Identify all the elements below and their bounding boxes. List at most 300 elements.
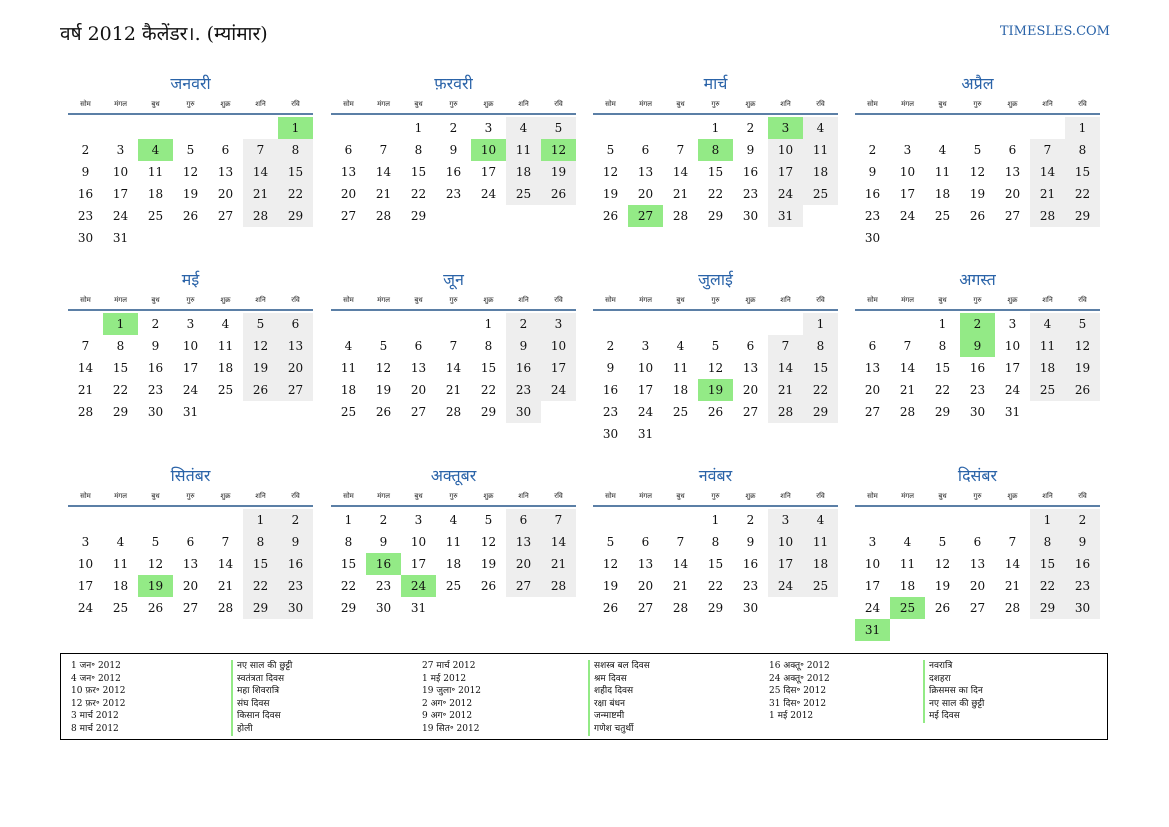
weekday-label: मंगल bbox=[639, 100, 652, 108]
day-cell: 28 bbox=[672, 601, 689, 615]
empty-cell bbox=[436, 313, 471, 335]
holiday-date: 19 सित॰ 2012 bbox=[422, 723, 480, 734]
day-cell: 25 bbox=[1030, 379, 1065, 401]
day-grid bbox=[855, 117, 1100, 249]
day-cell: 23 bbox=[147, 383, 164, 397]
weekday-label: सोम bbox=[867, 100, 878, 108]
day-cell: 26 bbox=[602, 601, 619, 615]
weekday-label: मंगल bbox=[114, 296, 127, 304]
empty-cell bbox=[68, 509, 103, 531]
day-grid bbox=[68, 509, 313, 619]
day-cell: 15 bbox=[1030, 553, 1065, 575]
weekday-label: मंगल bbox=[377, 100, 390, 108]
day-cell: 6 bbox=[1008, 143, 1017, 157]
weekday-label: शुक्र bbox=[483, 492, 494, 500]
month-4 bbox=[855, 70, 1100, 249]
weekday-label: मंगल bbox=[901, 100, 914, 108]
month-8 bbox=[855, 266, 1100, 423]
day-cell: 30 bbox=[278, 597, 313, 619]
holiday-dates-col3 bbox=[769, 660, 830, 723]
day-cell: 15 bbox=[410, 165, 427, 179]
day-cell: 29 bbox=[1030, 597, 1065, 619]
weekday-header bbox=[593, 294, 838, 309]
day-cell: 25 bbox=[672, 405, 689, 419]
day-cell: 29 bbox=[340, 601, 357, 615]
day-cell: 4 bbox=[803, 117, 838, 139]
empty-cell bbox=[208, 509, 243, 531]
month-2 bbox=[331, 70, 576, 227]
weekday-label: शनि bbox=[780, 492, 791, 500]
holiday-day: 27 bbox=[628, 205, 663, 227]
day-cell: 15 bbox=[803, 357, 838, 379]
empty-cell bbox=[995, 509, 1030, 531]
day-cell: 5 bbox=[379, 339, 388, 353]
day-cell: 23 bbox=[506, 379, 541, 401]
page-title: वर्ष 2012 कैलेंडर।. (म्यांमार) bbox=[60, 23, 268, 45]
weekday-header bbox=[68, 98, 313, 113]
weekday-label: मंगल bbox=[901, 492, 914, 500]
day-cell: 19 bbox=[602, 187, 619, 201]
day-cell: 2 bbox=[81, 143, 90, 157]
day-cell: 14 bbox=[77, 361, 94, 375]
weekday-label: सोम bbox=[80, 492, 91, 500]
holiday-date: 4 जन॰ 2012 bbox=[71, 673, 121, 684]
day-cell: 24 bbox=[864, 601, 881, 615]
day-cell: 25 bbox=[217, 383, 234, 397]
day-cell: 1 bbox=[414, 121, 423, 135]
day-cell: 26 bbox=[602, 209, 619, 223]
day-cell: 21 bbox=[541, 553, 576, 575]
weekday-label: गुरु bbox=[973, 492, 982, 500]
day-cell: 23 bbox=[602, 405, 619, 419]
holiday-day: 25 bbox=[890, 597, 925, 619]
day-cell: 31 bbox=[1004, 405, 1021, 419]
weekday-label: बुध bbox=[676, 296, 685, 304]
day-cell: 11 bbox=[340, 361, 357, 375]
day-cell: 3 bbox=[414, 513, 423, 527]
header-rule bbox=[68, 505, 313, 507]
holiday-name: दशहरा bbox=[929, 673, 951, 684]
day-cell: 10 bbox=[77, 557, 94, 571]
day-cell: 12 bbox=[480, 535, 497, 549]
day-cell: 22 bbox=[707, 187, 724, 201]
empty-cell bbox=[855, 117, 890, 139]
day-cell: 22 bbox=[1065, 183, 1100, 205]
weekday-label: मंगल bbox=[114, 492, 127, 500]
day-cell: 23 bbox=[742, 579, 759, 593]
day-cell: 7 bbox=[379, 143, 388, 157]
empty-cell bbox=[733, 313, 768, 335]
day-cell: 21 bbox=[217, 579, 234, 593]
day-cell: 9 bbox=[449, 143, 458, 157]
weekday-label: बुध bbox=[938, 100, 947, 108]
day-cell: 25 bbox=[803, 183, 838, 205]
weekday-label: शुक्र bbox=[483, 100, 494, 108]
day-grid bbox=[593, 509, 838, 619]
empty-cell bbox=[890, 509, 925, 531]
day-cell: 3 bbox=[641, 339, 650, 353]
day-cell: 25 bbox=[340, 405, 357, 419]
day-cell: 18 bbox=[217, 361, 234, 375]
day-cell: 5 bbox=[541, 117, 576, 139]
day-cell: 25 bbox=[147, 209, 164, 223]
day-cell: 14 bbox=[375, 165, 392, 179]
day-cell: 30 bbox=[742, 209, 759, 223]
holiday-name: सशस्त्र बल दिवस bbox=[594, 661, 650, 671]
day-cell: 17 bbox=[77, 579, 94, 593]
day-cell: 9 bbox=[746, 143, 755, 157]
day-cell: 8 bbox=[484, 339, 493, 353]
day-cell: 23 bbox=[864, 209, 881, 223]
day-cell: 31 bbox=[637, 427, 654, 441]
empty-cell bbox=[663, 509, 698, 531]
weekday-label: रवि bbox=[816, 100, 825, 108]
day-cell: 16 bbox=[1065, 553, 1100, 575]
day-cell: 9 bbox=[606, 361, 615, 375]
day-cell: 14 bbox=[445, 361, 462, 375]
holiday-dates-col2 bbox=[422, 660, 481, 736]
empty-cell bbox=[855, 313, 890, 335]
day-cell: 9 bbox=[746, 535, 755, 549]
day-cell: 23 bbox=[742, 187, 759, 201]
day-cell: 3 bbox=[186, 317, 195, 331]
empty-cell bbox=[68, 117, 103, 139]
day-cell: 16 bbox=[742, 165, 759, 179]
holiday-date: 1 जन॰ 2012 bbox=[71, 661, 121, 671]
weekday-label: सोम bbox=[867, 492, 878, 500]
weekday-label: गुरु bbox=[449, 492, 458, 500]
weekday-label: शुक्र bbox=[220, 296, 231, 304]
day-cell: 25 bbox=[506, 183, 541, 205]
weekday-label: बुध bbox=[676, 100, 685, 108]
day-cell: 13 bbox=[637, 165, 654, 179]
weekday-header bbox=[68, 490, 313, 505]
day-cell: 7 bbox=[243, 139, 278, 161]
day-cell: 29 bbox=[480, 405, 497, 419]
weekday-label: शुक्र bbox=[1007, 296, 1018, 304]
day-cell: 31 bbox=[410, 601, 427, 615]
day-cell: 5 bbox=[606, 143, 615, 157]
weekday-label: शनि bbox=[1042, 100, 1053, 108]
holiday-name: नए साल की छुट्टी bbox=[237, 661, 293, 671]
day-cell: 13 bbox=[278, 335, 313, 357]
month-12 bbox=[855, 462, 1100, 641]
day-cell: 17 bbox=[768, 553, 803, 575]
day-cell: 11 bbox=[672, 361, 689, 375]
day-cell: 16 bbox=[147, 361, 164, 375]
holiday-day: 16 bbox=[366, 553, 401, 575]
day-cell: 21 bbox=[375, 187, 392, 201]
day-cell: 26 bbox=[375, 405, 392, 419]
day-cell: 2 bbox=[746, 513, 755, 527]
holiday-date: 27 मार्च 2012 bbox=[422, 661, 476, 671]
site-link[interactable]: TIMESLES.COM bbox=[999, 24, 1110, 39]
day-cell: 27 bbox=[340, 209, 357, 223]
day-cell: 8 bbox=[116, 339, 125, 353]
holiday-date: 12 फ़र॰ 2012 bbox=[71, 698, 126, 709]
day-cell: 16 bbox=[742, 557, 759, 571]
day-cell: 23 bbox=[969, 383, 986, 397]
day-cell: 17 bbox=[410, 557, 427, 571]
holiday-day: 31 bbox=[855, 619, 890, 641]
weekday-label: रवि bbox=[1078, 100, 1087, 108]
day-cell: 19 bbox=[375, 383, 392, 397]
holiday-name: जन्माष्टमी bbox=[594, 711, 625, 722]
day-cell: 12 bbox=[934, 557, 951, 571]
day-cell: 1 bbox=[711, 121, 720, 135]
day-cell: 22 bbox=[278, 183, 313, 205]
holiday-day: 19 bbox=[698, 379, 733, 401]
day-cell: 15 bbox=[707, 165, 724, 179]
day-cell: 24 bbox=[77, 601, 94, 615]
weekday-header bbox=[331, 98, 576, 113]
day-cell: 29 bbox=[243, 597, 278, 619]
empty-cell bbox=[925, 117, 960, 139]
day-cell: 13 bbox=[637, 557, 654, 571]
day-cell: 27 bbox=[969, 601, 986, 615]
holiday-date: 31 दिस॰ 2012 bbox=[769, 698, 827, 709]
weekday-label: बुध bbox=[151, 492, 160, 500]
weekday-label: बुध bbox=[151, 296, 160, 304]
weekday-header bbox=[68, 294, 313, 309]
month-name: अक्तूबर bbox=[430, 466, 477, 485]
empty-cell bbox=[138, 509, 173, 531]
day-cell: 23 bbox=[445, 187, 462, 201]
weekday-label: शुक्र bbox=[1007, 100, 1018, 108]
day-cell: 17 bbox=[182, 361, 199, 375]
day-cell: 10 bbox=[768, 531, 803, 553]
header-rule bbox=[68, 309, 313, 311]
day-cell: 21 bbox=[1030, 183, 1065, 205]
empty-cell bbox=[960, 509, 995, 531]
day-cell: 4 bbox=[506, 117, 541, 139]
day-cell: 2 bbox=[151, 317, 160, 331]
holiday-day: 2 bbox=[960, 313, 995, 335]
holiday-name: नए साल की छुट्टी bbox=[929, 698, 985, 709]
day-cell: 1 bbox=[484, 317, 493, 331]
day-cell: 17 bbox=[480, 165, 497, 179]
day-cell: 3 bbox=[868, 535, 877, 549]
day-cell: 1 bbox=[1065, 117, 1100, 139]
day-cell: 21 bbox=[899, 383, 916, 397]
day-cell: 4 bbox=[449, 513, 458, 527]
holiday-name: संघ दिवस bbox=[237, 698, 270, 709]
day-cell: 11 bbox=[934, 165, 951, 179]
day-cell: 19 bbox=[182, 187, 199, 201]
day-cell: 17 bbox=[1004, 361, 1021, 375]
day-cell: 2 bbox=[449, 121, 458, 135]
holiday-day: 10 bbox=[471, 139, 506, 161]
day-cell: 18 bbox=[1030, 357, 1065, 379]
weekday-header bbox=[331, 294, 576, 309]
day-cell: 20 bbox=[278, 357, 313, 379]
weekday-label: रवि bbox=[1078, 492, 1087, 500]
weekday-label: रवि bbox=[554, 296, 563, 304]
day-cell: 1 bbox=[243, 509, 278, 531]
header-rule bbox=[855, 113, 1100, 115]
month-name: नवंबर bbox=[698, 466, 733, 485]
day-cell: 27 bbox=[182, 601, 199, 615]
day-cell: 26 bbox=[934, 601, 951, 615]
weekday-label: शुक्र bbox=[220, 100, 231, 108]
header-rule bbox=[593, 505, 838, 507]
day-cell: 20 bbox=[637, 579, 654, 593]
day-cell: 18 bbox=[803, 161, 838, 183]
holiday-day: 9 bbox=[960, 335, 995, 357]
weekday-label: शुक्र bbox=[1007, 492, 1018, 500]
empty-cell bbox=[366, 117, 401, 139]
day-cell: 5 bbox=[973, 143, 982, 157]
day-cell: 13 bbox=[742, 361, 759, 375]
weekday-header bbox=[593, 490, 838, 505]
day-cell: 18 bbox=[112, 579, 129, 593]
day-cell: 7 bbox=[1008, 535, 1017, 549]
weekday-label: बुध bbox=[414, 296, 423, 304]
weekday-label: मंगल bbox=[377, 492, 390, 500]
day-cell: 13 bbox=[506, 531, 541, 553]
day-cell: 16 bbox=[969, 361, 986, 375]
weekday-label: गुरु bbox=[711, 296, 720, 304]
day-grid bbox=[855, 313, 1100, 423]
day-cell: 31 bbox=[768, 205, 803, 227]
day-cell: 15 bbox=[278, 161, 313, 183]
day-cell: 5 bbox=[484, 513, 493, 527]
day-cell: 6 bbox=[186, 535, 195, 549]
header-rule bbox=[331, 113, 576, 115]
weekday-label: गुरु bbox=[711, 492, 720, 500]
weekday-label: शनि bbox=[1042, 492, 1053, 500]
day-cell: 9 bbox=[151, 339, 160, 353]
day-cell: 15 bbox=[480, 361, 497, 375]
empty-cell bbox=[698, 313, 733, 335]
weekday-label: बुध bbox=[676, 492, 685, 500]
day-cell: 29 bbox=[1065, 205, 1100, 227]
day-cell: 10 bbox=[410, 535, 427, 549]
day-cell: 30 bbox=[742, 601, 759, 615]
day-cell: 26 bbox=[243, 379, 278, 401]
holiday-name: महा शिवरात्रि bbox=[237, 686, 280, 697]
day-cell: 13 bbox=[969, 557, 986, 571]
day-cell: 8 bbox=[1030, 531, 1065, 553]
day-cell: 15 bbox=[1065, 161, 1100, 183]
holiday-name: रक्षा बंधन bbox=[594, 698, 625, 709]
day-cell: 8 bbox=[278, 139, 313, 161]
day-cell: 24 bbox=[182, 383, 199, 397]
header-rule bbox=[593, 309, 838, 311]
day-cell: 3 bbox=[541, 313, 576, 335]
empty-cell bbox=[401, 313, 436, 335]
day-cell: 24 bbox=[899, 209, 916, 223]
holiday-day: 1 bbox=[103, 313, 138, 335]
weekday-label: रवि bbox=[291, 492, 300, 500]
day-cell: 20 bbox=[182, 579, 199, 593]
day-cell: 24 bbox=[637, 405, 654, 419]
day-cell: 25 bbox=[112, 601, 129, 615]
empty-cell bbox=[628, 509, 663, 531]
month-name: दिसंबर bbox=[957, 466, 998, 485]
day-cell: 11 bbox=[899, 557, 916, 571]
day-cell: 18 bbox=[899, 579, 916, 593]
weekday-label: गुरु bbox=[449, 100, 458, 108]
header-rule bbox=[855, 309, 1100, 311]
day-cell: 2 bbox=[606, 339, 615, 353]
day-cell: 26 bbox=[541, 183, 576, 205]
day-cell: 28 bbox=[375, 209, 392, 223]
day-cell: 14 bbox=[899, 361, 916, 375]
holiday-date: 2 अग॰ 2012 bbox=[422, 698, 473, 709]
day-cell: 25 bbox=[803, 575, 838, 597]
weekday-label: शनि bbox=[780, 100, 791, 108]
day-cell: 1 bbox=[938, 317, 947, 331]
empty-cell bbox=[890, 117, 925, 139]
day-cell: 13 bbox=[182, 557, 199, 571]
holiday-day: 1 bbox=[278, 117, 313, 139]
weekday-label: रवि bbox=[291, 100, 300, 108]
day-cell: 29 bbox=[112, 405, 129, 419]
day-cell: 12 bbox=[147, 557, 164, 571]
empty-cell bbox=[593, 509, 628, 531]
day-cell: 6 bbox=[506, 509, 541, 531]
day-cell: 4 bbox=[116, 535, 125, 549]
day-cell: 6 bbox=[414, 339, 423, 353]
holiday-name: नवरात्रि bbox=[929, 661, 953, 671]
day-cell: 17 bbox=[768, 161, 803, 183]
day-cell: 24 bbox=[768, 183, 803, 205]
day-cell: 15 bbox=[707, 557, 724, 571]
holiday-names-col2 bbox=[588, 660, 650, 736]
empty-cell bbox=[768, 313, 803, 335]
day-cell: 18 bbox=[934, 187, 951, 201]
day-cell: 14 bbox=[541, 531, 576, 553]
weekday-label: सोम bbox=[605, 492, 616, 500]
day-cell: 9 bbox=[81, 165, 90, 179]
day-cell: 26 bbox=[1065, 379, 1100, 401]
day-cell: 24 bbox=[1004, 383, 1021, 397]
day-cell: 19 bbox=[243, 357, 278, 379]
day-cell: 27 bbox=[506, 575, 541, 597]
day-cell: 29 bbox=[707, 601, 724, 615]
day-cell: 29 bbox=[707, 209, 724, 223]
day-cell: 5 bbox=[711, 339, 720, 353]
header-rule bbox=[331, 309, 576, 311]
day-cell: 26 bbox=[480, 579, 497, 593]
day-cell: 3 bbox=[116, 143, 125, 157]
weekday-label: शुक्र bbox=[483, 296, 494, 304]
day-cell: 28 bbox=[445, 405, 462, 419]
day-cell: 20 bbox=[1004, 187, 1021, 201]
day-cell: 5 bbox=[1065, 313, 1100, 335]
empty-cell bbox=[103, 509, 138, 531]
month-name: मार्च bbox=[703, 74, 728, 93]
day-cell: 20 bbox=[969, 579, 986, 593]
weekday-label: गुरु bbox=[186, 100, 195, 108]
weekday-label: बुध bbox=[414, 492, 423, 500]
day-cell: 30 bbox=[969, 405, 986, 419]
day-cell: 14 bbox=[672, 165, 689, 179]
empty-cell bbox=[628, 117, 663, 139]
day-cell: 7 bbox=[1030, 139, 1065, 161]
weekday-header bbox=[855, 98, 1100, 113]
day-cell: 27 bbox=[217, 209, 234, 223]
empty-cell bbox=[593, 117, 628, 139]
day-cell: 13 bbox=[217, 165, 234, 179]
empty-cell bbox=[855, 509, 890, 531]
empty-cell bbox=[173, 117, 208, 139]
holiday-date: 1 मई 2012 bbox=[422, 673, 467, 684]
weekday-header bbox=[331, 490, 576, 505]
day-cell: 22 bbox=[707, 579, 724, 593]
day-cell: 7 bbox=[541, 509, 576, 531]
